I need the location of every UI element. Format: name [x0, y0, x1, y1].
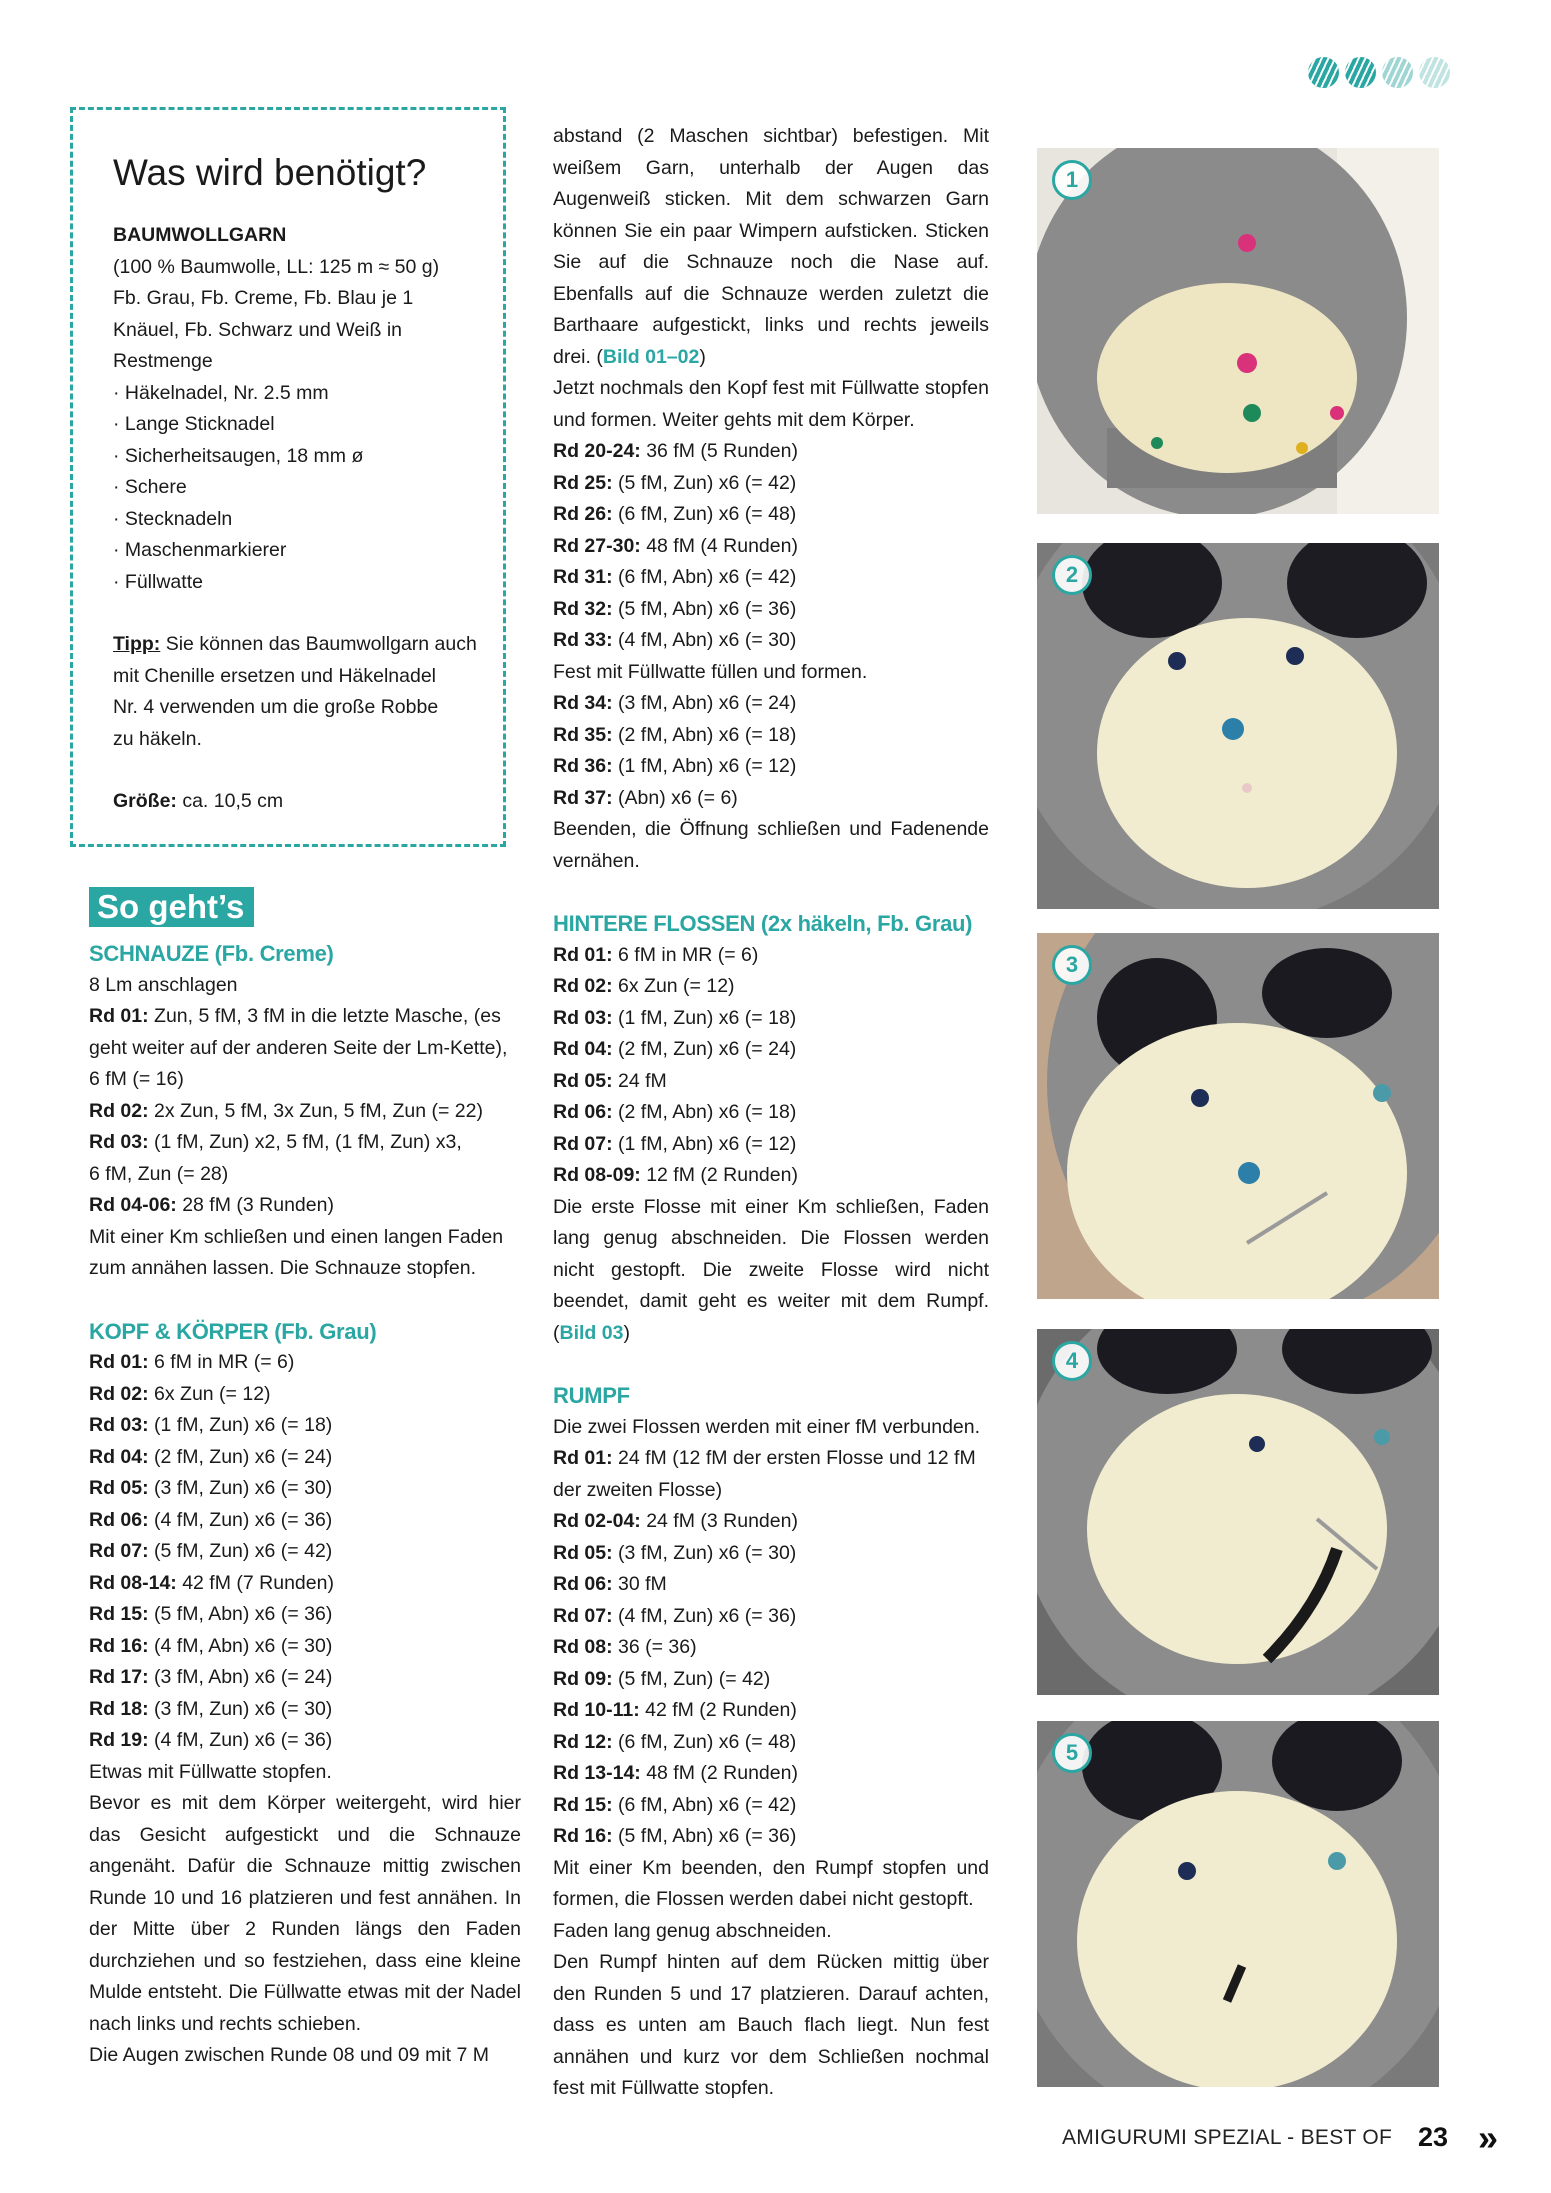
pattern-row: [553, 594, 989, 626]
row-label: Rd 15:: [553, 1793, 613, 1816]
row-label: Rd 03:: [89, 1131, 149, 1153]
pattern-row: [89, 1001, 521, 1033]
row-label: Rd 01:: [89, 1351, 149, 1373]
photo-number-badge: 2: [1052, 555, 1092, 595]
section-label-so-gehts: So geht’s: [89, 887, 254, 927]
material-item: · Sicherheitsaugen, 18 mm ø: [113, 441, 503, 473]
pattern-row: [89, 1127, 521, 1159]
rumpf-paragraph: Mit einer Km beenden, den Rumpf stopfen und formen, die Flossen werden dabei nicht gestopft.: [553, 1856, 989, 1910]
yarn-line: Knäuel, Fb. Schwarz und Weiß in: [113, 318, 403, 341]
row-text: Zun, 5 fM, 3 fM in die letzte Masche, (es: [148, 1005, 501, 1027]
rumpf-intro: Die zwei Flossen werden mit einer fM verbunden.: [553, 1415, 981, 1438]
row-text: (6 fM, Abn) x6 (= 42): [612, 1793, 797, 1816]
row-text: 2x Zun, 5 fM, 3x Zun, 5 fM, Zun (= 22): [148, 1099, 483, 1122]
pattern-row: [89, 1410, 521, 1442]
row-label: Rd 06:: [553, 1573, 613, 1595]
row-label: Rd 04:: [553, 1038, 613, 1060]
body-rows: [553, 688, 989, 814]
pattern-row: [89, 1159, 521, 1191]
row-text: (4 fM, Zun) x6 (= 36): [612, 1604, 797, 1627]
kopf-stuff: Etwas mit Füllwatte stopfen.: [89, 1760, 332, 1783]
photo-step-2: [1037, 543, 1439, 909]
kopf-rows: [89, 1347, 521, 1757]
size-value: ca. 10,5 cm: [176, 790, 284, 812]
next-page-icon[interactable]: »: [1478, 2117, 1499, 2158]
row-text: (2 fM, Abn) x6 (= 18): [612, 1101, 797, 1123]
pattern-row: [89, 1064, 521, 1096]
pattern-row: [553, 436, 989, 468]
row-text: 36 fM (5 Runden): [640, 440, 798, 462]
row-label: Rd 05:: [553, 1541, 613, 1564]
row-text: 6 fM (= 16): [89, 1068, 184, 1090]
photo-step-5: [1037, 1721, 1439, 2087]
pattern-row: [553, 1695, 989, 1727]
tip-line: zu häkeln.: [113, 727, 202, 750]
row-text: (5 fM, Abn) x6 (= 36): [148, 1603, 333, 1625]
row-text: (2 fM, Zun) x6 (= 24): [612, 1038, 797, 1060]
row-text: (3 fM, Zun) x6 (= 30): [148, 1697, 333, 1720]
row-text: 28 fM (3 Runden): [176, 1194, 334, 1216]
row-label: Rd 15:: [89, 1603, 149, 1625]
pattern-row: [89, 1347, 521, 1379]
row-label: Rd 03:: [89, 1414, 149, 1436]
yarn-line: Fb. Grau, Fb. Creme, Fb. Blau je 1: [113, 287, 414, 309]
pattern-row: [553, 1160, 989, 1192]
row-label: Rd 36:: [553, 755, 613, 777]
row-text: (1 fM, Abn) x6 (= 12): [612, 1132, 797, 1155]
tip-line: [113, 629, 503, 661]
pattern-row: [553, 1632, 989, 1664]
row-text: (5 fM, Zun) x6 (= 42): [148, 1540, 333, 1562]
pattern-row: [553, 1538, 989, 1570]
pattern-row: [89, 1473, 521, 1505]
rumpf-cut-line: Faden lang genug abschneiden.: [553, 1919, 832, 1942]
row-label: Rd 05:: [553, 1069, 613, 1092]
seal-photo-5: [1037, 1721, 1439, 2087]
row-text: 48 fM (2 Runden): [640, 1762, 798, 1784]
material-item: · Schere: [113, 472, 503, 504]
row-text: (6 fM, Zun) x6 (= 48): [612, 1730, 797, 1753]
row-text: (4 fM, Zun) x6 (= 36): [148, 1729, 333, 1751]
row-text: 6x Zun (= 12): [148, 1382, 271, 1405]
stuff-paragraph: Jetzt nochmals den Kopf fest mit Füllwatte stopfen und formen. Weiter gehts mit dem Körper.: [553, 377, 989, 431]
pattern-row: [553, 1003, 989, 1035]
row-label: Rd 12:: [553, 1730, 613, 1753]
material-item: · Füllwatte: [113, 567, 503, 599]
row-text: (1 fM, Abn) x6 (= 12): [612, 755, 797, 777]
schnauze-intro: 8 Lm anschlagen: [89, 973, 238, 996]
row-label: Rd 07:: [553, 1132, 613, 1155]
fill-line: Fest mit Füllwatte füllen und formen.: [553, 660, 868, 683]
row-text: (4 fM, Abn) x6 (= 30): [148, 1634, 333, 1657]
photo-step-4: [1037, 1329, 1439, 1695]
row-label: Rd 07:: [553, 1604, 613, 1627]
yarn-ball-icon: [1382, 57, 1413, 88]
row-text: (5 fM, Abn) x6 (= 36): [612, 1825, 797, 1847]
pattern-row: [553, 688, 989, 720]
row-label: Rd 25:: [553, 471, 613, 494]
row-label: Rd 01:: [553, 1447, 613, 1469]
row-label: Rd 20-24:: [553, 440, 641, 462]
yarn-icons: [1308, 57, 1450, 88]
row-text: 24 fM (12 fM der ersten Flosse und 12 fM: [612, 1447, 976, 1469]
row-label: Rd 10-11:: [553, 1699, 640, 1721]
pattern-row: [553, 1664, 989, 1696]
row-label: Rd 31:: [553, 566, 613, 588]
photo-step-3: [1037, 933, 1439, 1299]
pattern-row: [553, 1475, 989, 1507]
row-text: 36 (= 36): [612, 1636, 697, 1658]
row-text: 30 fM: [612, 1573, 667, 1595]
yarn-ball-icon: [1308, 57, 1339, 88]
row-label: Rd 05:: [89, 1477, 149, 1499]
row-text: 24 fM (3 Runden): [640, 1510, 798, 1532]
row-text: (2 fM, Zun) x6 (= 24): [148, 1445, 333, 1468]
row-label: Rd 01:: [553, 943, 613, 966]
pattern-row: [553, 971, 989, 1003]
yarn-line: Restmenge: [113, 350, 213, 372]
pattern-row: [89, 1033, 521, 1065]
pattern-row: [553, 1727, 989, 1759]
pattern-row: [89, 1568, 521, 1600]
pattern-row: [553, 1569, 989, 1601]
row-text: 6 fM in MR (= 6): [148, 1351, 295, 1373]
yarn-line: (100 % Baumwolle, LL: 125 m ≈ 50 g): [113, 255, 440, 278]
pattern-row: [89, 1599, 521, 1631]
row-text: (4 fM, Abn) x6 (= 30): [612, 629, 797, 651]
pattern-row: [553, 1034, 989, 1066]
pattern-row: [553, 1443, 989, 1475]
photo-number-badge: 1: [1052, 160, 1092, 200]
row-label: Rd 08-09:: [553, 1164, 641, 1186]
row-label: Rd 17:: [89, 1666, 149, 1688]
row-label: Rd 02:: [89, 1382, 149, 1405]
pattern-row: [553, 1601, 989, 1633]
footer-magazine-title: AMIGURUMI SPEZIAL - BEST OF: [1062, 2126, 1393, 2149]
pattern-row: [89, 1190, 521, 1222]
row-label: Rd 08-14:: [89, 1571, 177, 1594]
row-label: Rd 37:: [553, 786, 613, 809]
rumpf-rows: [553, 1443, 989, 1853]
pattern-row: [89, 1694, 521, 1726]
seal-photo-2: [1037, 543, 1439, 909]
page-number: 23: [1418, 2122, 1449, 2152]
material-item: · Maschenmarkierer: [113, 535, 503, 567]
row-label: Rd 16:: [553, 1825, 613, 1847]
photo-number-badge: 5: [1052, 1733, 1092, 1773]
pattern-row: [89, 1505, 521, 1537]
tip-line: Nr. 4 verwenden um die große Robbe: [113, 696, 439, 718]
row-text: (3 fM, Zun) x6 (= 30): [148, 1477, 333, 1499]
row-text: 6x Zun (= 12): [612, 975, 735, 997]
row-label: Rd 01:: [89, 1005, 149, 1027]
photo-number-badge: 3: [1052, 945, 1092, 985]
row-label: Rd 13-14:: [553, 1762, 641, 1784]
row-text: geht weiter auf der anderen Seite der Lm-Kette),: [89, 1036, 508, 1059]
row-text: (5 fM, Zun) (= 42): [612, 1667, 771, 1690]
pattern-row: [89, 1631, 521, 1663]
face-paragraph: abstand (2 Maschen sichtbar) befestigen. Mit weißem Garn, unterhalb der Augen das Augenweiß sticken. Mit dem schwarzen Garn können Sie ein paar Wimpern aufsticken. Sticken Sie auf die Schnauze noch die Nase auf. Ebenfalls auf die Schnauze werden zuletzt die Barthaare aufgestickt, links und rechts jeweils drei. (Bild 01–02): [553, 125, 989, 368]
row-label: Rd 07:: [89, 1540, 149, 1562]
pattern-row: [89, 1442, 521, 1474]
row-label: Rd 19:: [89, 1729, 149, 1751]
pattern-row: [553, 1821, 989, 1853]
flossen-rows: [553, 940, 989, 1192]
row-label: Rd 33:: [553, 629, 613, 651]
materials-box: [70, 107, 506, 847]
row-label: Rd 04-06:: [89, 1194, 177, 1216]
row-label: Rd 16:: [89, 1634, 149, 1657]
material-item: · Stecknadeln: [113, 504, 503, 536]
size-line: [113, 786, 503, 818]
row-text: (1 fM, Zun) x2, 5 fM, (1 fM, Zun) x3,: [148, 1131, 462, 1153]
row-label: Rd 26:: [553, 503, 613, 525]
pattern-row: [553, 625, 989, 657]
row-text: 6 fM in MR (= 6): [612, 943, 759, 966]
row-text: 24 fM: [612, 1069, 667, 1092]
materials-title: Was wird benötigt?: [113, 152, 427, 193]
yarn-ball-icon: [1345, 57, 1376, 88]
row-label: Rd 27-30:: [553, 534, 641, 557]
material-item: · Lange Sticknadel: [113, 409, 503, 441]
material-item: · Häkelnadel, Nr. 2.5 mm: [113, 378, 503, 410]
flossen-paragraph: Die erste Flosse mit einer Km schließen, Faden lang genug abschneiden. Die Flossen werden nicht gestopft. Die zweite Flosse wird nicht beendet, damit geht es weiter mit dem Rumpf. (Bild 03): [553, 1195, 989, 1344]
row-label: Rd 06:: [89, 1508, 149, 1531]
row-text: 42 fM (2 Runden): [639, 1699, 797, 1721]
pattern-row: [553, 720, 989, 752]
row-label: Rd 35:: [553, 723, 613, 746]
column-left: [89, 938, 521, 2072]
row-label: Rd 02:: [89, 1099, 149, 1122]
pattern-row: [553, 468, 989, 500]
row-text: (1 fM, Zun) x6 (= 18): [612, 1006, 797, 1029]
flossen-text: Die erste Flosse mit einer Km schließen, Faden lang genug abschneiden. Die Flossen werden nicht gestopft. Die zweite Flosse wird nicht beendet, damit geht es weiter mit dem Rumpf.: [553, 1195, 989, 1312]
flossen-heading: HINTERE FLOSSEN (2x häkeln, Fb. Grau): [553, 911, 973, 936]
row-label: Rd 03:: [553, 1006, 613, 1029]
size-label: Größe:: [113, 790, 177, 812]
photo-step-1: [1037, 148, 1439, 514]
row-text: der zweiten Flosse): [553, 1478, 723, 1501]
photo-ref: Bild 03: [559, 1321, 624, 1344]
tip-line: mit Chenille ersetzen und Häkelnadel: [113, 664, 437, 687]
body-rows: [553, 436, 989, 657]
kopf-paragraph: Bevor es mit dem Körper weitergeht, wird hier das Gesicht aufgestickt und die Schnauze angenäht. Dafür die Schnauze mittig zwischen Runde 10 und 16 platzieren und fest annähen. In der Mitte über 2 Runden längs den Faden durchziehen und so festziehen, dass eine kleine Mulde entsteht. Die Füllwatte etwas mit der Nadel nach links und rechts schieben.: [89, 1792, 521, 2035]
pattern-row: [553, 940, 989, 972]
row-label: Rd 06:: [553, 1101, 613, 1123]
row-text: (6 fM, Zun) x6 (= 48): [612, 503, 797, 525]
seal-photo-3: [1037, 933, 1439, 1299]
row-text: (3 fM, Abn) x6 (= 24): [612, 692, 797, 714]
tip-label: Tipp:: [113, 633, 161, 655]
kopf-last-line: Die Augen zwischen Runde 08 und 09 mit 7 M: [89, 2044, 489, 2066]
rumpf-heading: RUMPF: [553, 1383, 630, 1408]
row-text: (5 fM, Zun) x6 (= 42): [612, 471, 797, 494]
pattern-row: [553, 751, 989, 783]
pattern-row: [553, 1097, 989, 1129]
pattern-row: [553, 1790, 989, 1822]
rumpf-paragraph: Den Rumpf hinten auf dem Rücken mittig über den Runden 5 und 17 platzieren. Darauf achten, dass es unten am Bauch flach liegt. Nun fest annähen und kurz vor dem Schließen nochmal fest mit Füllwatte stopfen.: [553, 1951, 989, 2099]
row-label: Rd 04:: [89, 1445, 149, 1468]
row-text: (4 fM, Zun) x6 (= 36): [148, 1508, 333, 1531]
yarn-ball-icon: [1419, 57, 1450, 88]
row-label: Rd 02-04:: [553, 1510, 641, 1532]
schnauze-rows: [89, 1001, 521, 1222]
photo-ref: Bild 01–02: [602, 345, 700, 368]
row-text: (3 fM, Abn) x6 (= 24): [148, 1666, 333, 1688]
row-text: 48 fM (4 Runden): [640, 534, 798, 557]
row-label: Rd 32:: [553, 597, 613, 620]
row-label: Rd 08:: [553, 1636, 613, 1658]
row-text: (Abn) x6 (= 6): [612, 786, 738, 809]
face-text: abstand (2 Maschen sichtbar) befestigen. Mit weißem Garn, unterhalb der Augen das Augenweiß sticken. Mit dem schwarzen Garn können Sie ein paar Wimpern aufsticken. Sticken Sie auf die Schnauze noch die Nase auf. Ebenfalls auf die Schnauze werden zuletzt die Barthaare aufgestickt, links und rechts jeweils drei.: [553, 125, 989, 368]
row-text: 6 fM, Zun (= 28): [89, 1162, 229, 1185]
kopf-heading: KOPF & KÖRPER (Fb. Grau): [89, 1318, 377, 1344]
photo-number-badge: 4: [1052, 1341, 1092, 1381]
pattern-row: [89, 1662, 521, 1694]
row-label: Rd 02:: [553, 975, 613, 997]
pattern-row: [553, 1066, 989, 1098]
schnauze-heading: SCHNAUZE (Fb. Creme): [89, 941, 334, 966]
seal-photo-1: [1037, 148, 1439, 514]
row-label: Rd 34:: [553, 692, 613, 714]
row-text: (6 fM, Abn) x6 (= 42): [612, 566, 797, 588]
seal-photo-4: [1037, 1329, 1439, 1695]
pattern-row: [89, 1096, 521, 1128]
pattern-row: [553, 562, 989, 594]
row-label: Rd 09:: [553, 1667, 613, 1690]
pattern-row: [89, 1379, 521, 1411]
pattern-row: [553, 531, 989, 563]
row-text: 42 fM (7 Runden): [176, 1571, 334, 1594]
pattern-row: [553, 1129, 989, 1161]
pattern-row: [89, 1536, 521, 1568]
close-paragraph: Beenden, die Öffnung schließen und Fadenende vernähen.: [553, 818, 989, 872]
row-text: (5 fM, Abn) x6 (= 36): [612, 597, 797, 620]
column-middle: [553, 121, 989, 2105]
row-label: Rd 18:: [89, 1697, 149, 1720]
pattern-row: [89, 1725, 521, 1757]
pattern-row: [553, 1506, 989, 1538]
row-text: (3 fM, Zun) x6 (= 30): [612, 1541, 797, 1564]
row-text: (1 fM, Zun) x6 (= 18): [148, 1414, 333, 1436]
tip-text: Sie können das Baumwollgarn auch: [160, 633, 477, 655]
yarn-heading: BAUMWOLLGARN: [113, 224, 287, 246]
pattern-row: [553, 1758, 989, 1790]
pattern-row: [553, 783, 989, 815]
schnauze-outro: Mit einer Km schließen und einen langen Faden zum annähen lassen. Die Schnauze stopfen.: [89, 1225, 504, 1279]
row-text: 12 fM (2 Runden): [640, 1164, 798, 1186]
row-text: (2 fM, Abn) x6 (= 18): [612, 723, 797, 746]
pattern-row: [553, 499, 989, 531]
